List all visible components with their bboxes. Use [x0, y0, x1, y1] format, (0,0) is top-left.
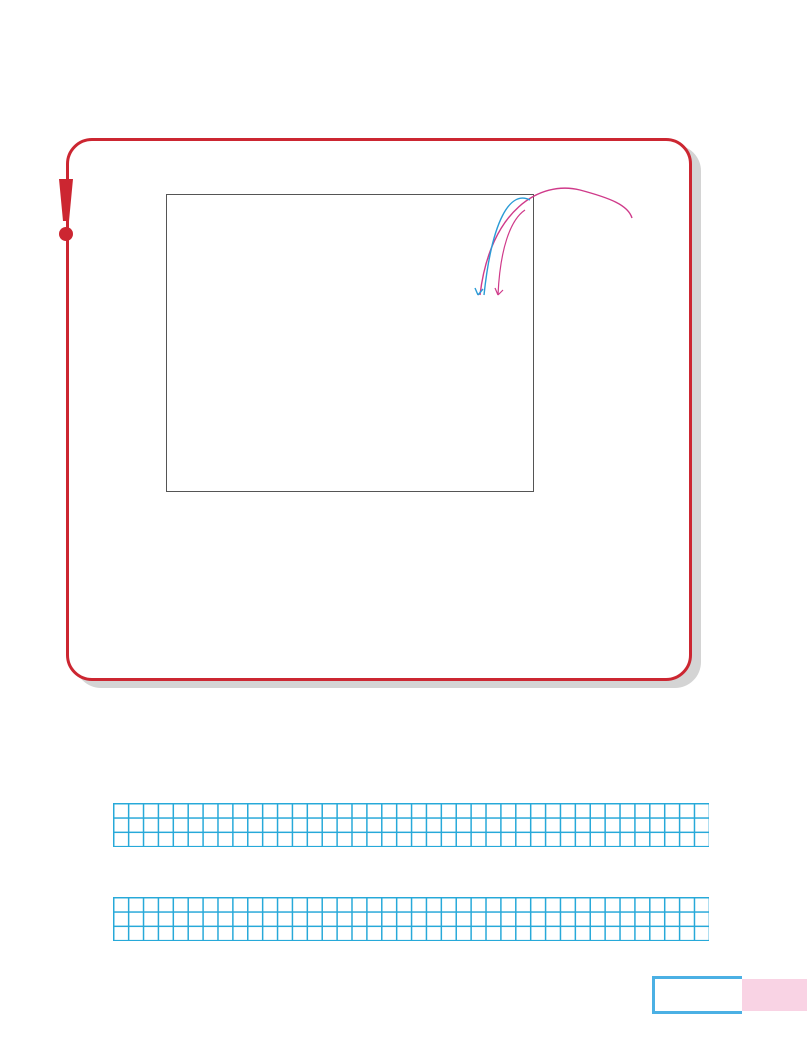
page-tab-decoration [740, 979, 807, 1011]
answer-squares-task2[interactable] [113, 803, 709, 847]
exclamation-icon [55, 175, 77, 245]
answer-squares-task3[interactable] [113, 897, 709, 941]
page-number [652, 976, 742, 1014]
pointer-arcs [470, 180, 650, 310]
